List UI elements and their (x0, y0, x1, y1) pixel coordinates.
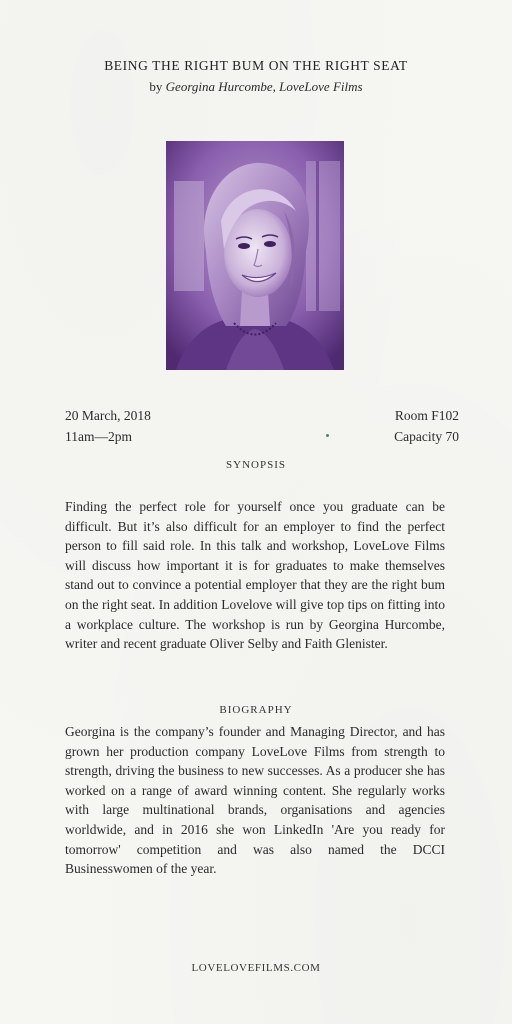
event-room: Room F102 (394, 408, 459, 423)
presenter-portrait (166, 141, 344, 370)
presenter-name: Georgina Hurcombe, LoveLove Films (165, 79, 363, 94)
portrait-image (166, 141, 344, 370)
event-capacity: Capacity 70 (394, 429, 459, 444)
event-time: 11am—2pm (65, 429, 132, 444)
event-title: BEING THE RIGHT BUM ON THE RIGHT SEAT (104, 58, 408, 73)
biography-text: Georgina is the company’s founder and Managing Director, and has grown her production company LoveLove Films from strength to strength, driving the business to new successes. As a producer she has worked on a range of award winning content. She regularly works with large multinational brands, organisations and agencies worldwide, and in 2016 she won LinkedIn 'Are you ready for tomorrow' competition and was also named the DCCI Businesswomen of the year. (65, 724, 445, 877)
event-location (394, 405, 459, 447)
website-url: LOVELOVEFILMS.COM (191, 962, 321, 974)
biography-heading: BIOGRAPHY (219, 704, 293, 716)
scan-speck (326, 434, 329, 437)
event-datetime (65, 405, 151, 447)
byline-prefix: by (149, 79, 166, 94)
synopsis-text: Finding the perfect role for yourself once you graduate can be difficult. But it’s also difficult for an employer to find the perfect person to fill said role. In this talk and workshop, LoveLove Films will discuss how important it is for graduates to make themselves stand out to convince a potential employer that they are the right bum on the right seat. In addition Lovelove will give top tips on fitting into a workplace culture. The workshop is run by Georgina Hurcombe, writer and recent graduate Oliver Selby and Faith Glenister. (65, 499, 445, 652)
event-byline (0, 79, 512, 95)
event-date: 20 March, 2018 (65, 408, 151, 423)
synopsis-heading: SYNOPSIS (226, 459, 286, 471)
